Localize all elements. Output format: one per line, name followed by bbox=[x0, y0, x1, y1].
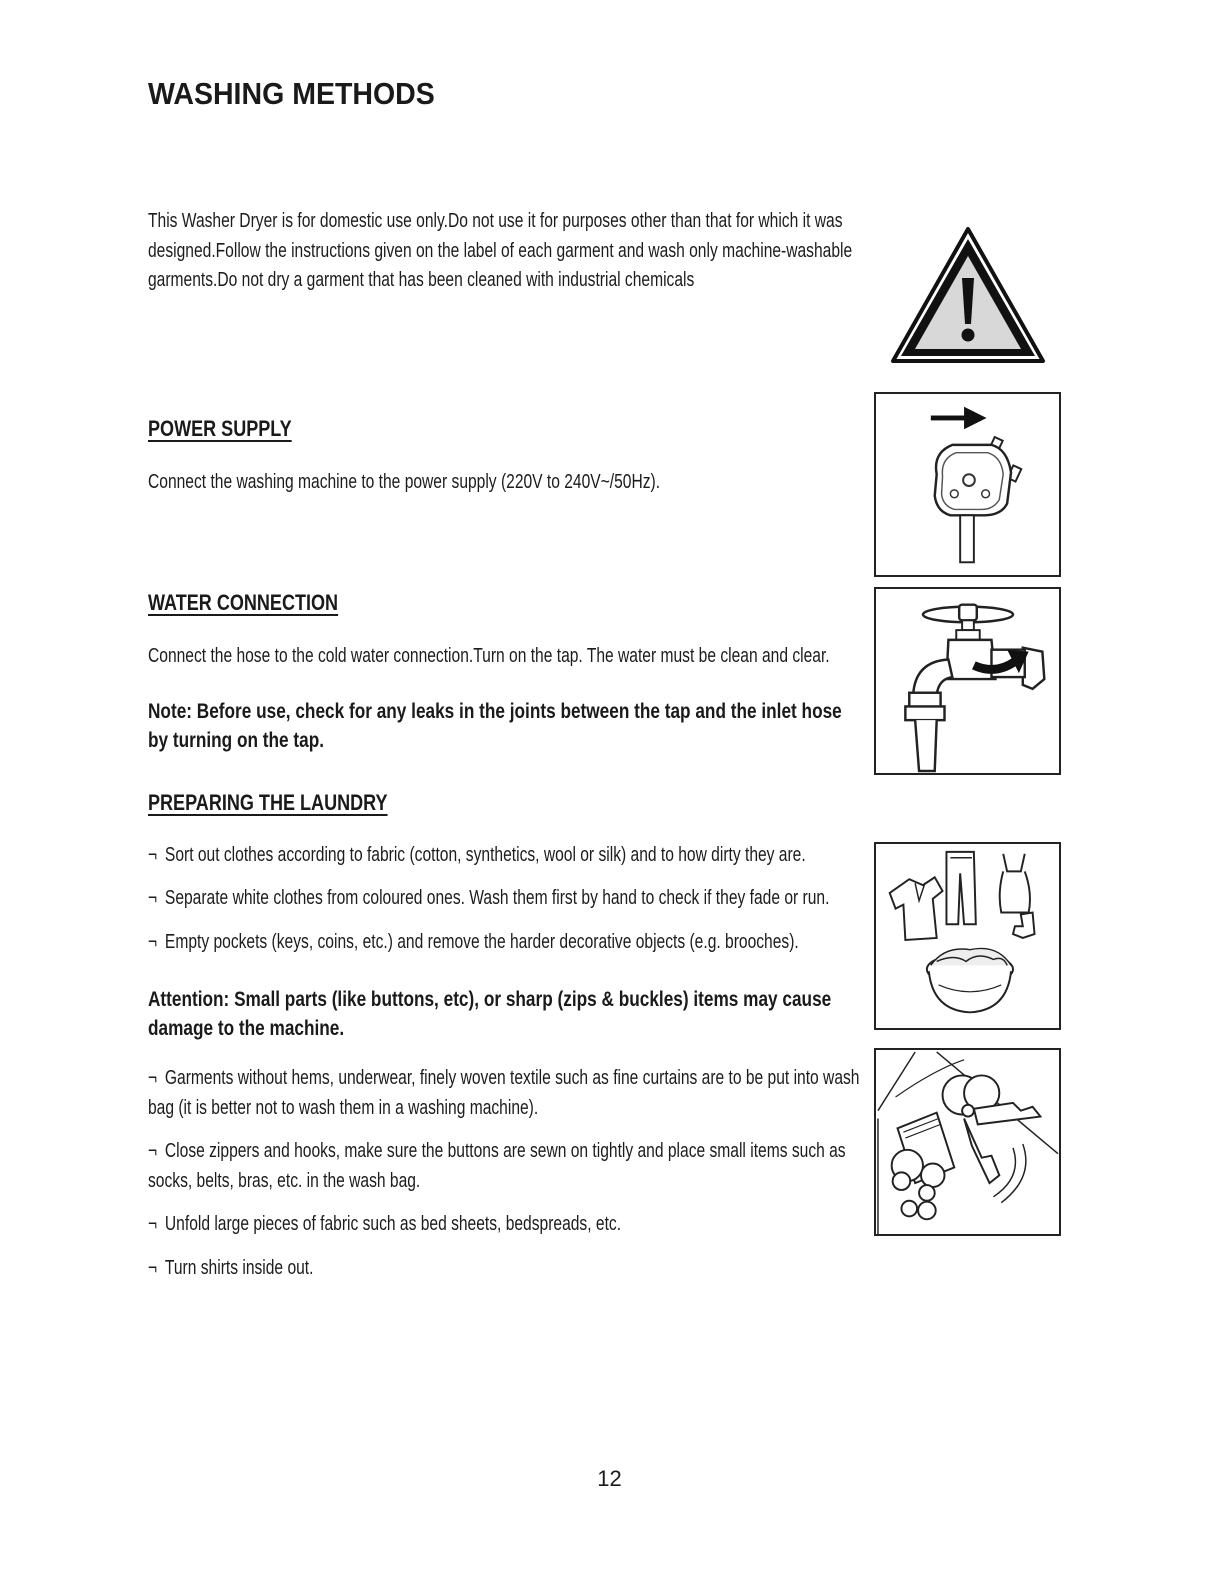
attention-note bbox=[148, 985, 831, 1043]
bullet-text: Separate white clothes from coloured ones. Wash them first by hand to check if they fade or run. bbox=[164, 887, 830, 909]
laundry-bullet bbox=[148, 884, 829, 914]
water-connection-text: Connect the hose to the cold water connection.Turn on the tap. The water must be clean and clear. bbox=[148, 645, 830, 667]
bullet-text: socks, belts, bras, etc. in the wash bag. bbox=[148, 1169, 421, 1192]
laundry-bullet bbox=[148, 841, 806, 871]
laundry-bullet bbox=[148, 1210, 621, 1240]
laundry-basket-icon bbox=[876, 844, 1059, 1028]
water-tap-icon bbox=[876, 589, 1059, 773]
pocket-items-icon bbox=[876, 1050, 1059, 1234]
laundry-bullet bbox=[148, 928, 799, 958]
bullet-text: Sort out clothes according to fabric (cotton, synthetics, wool or silk) and to how dirty they are. bbox=[164, 844, 806, 866]
bullet-symbol: ¬ bbox=[148, 1140, 158, 1162]
bullet-text: Garments without hems, underwear, finely woven textile such as fine curtains are to be put into wash bbox=[164, 1067, 860, 1089]
water-connection-heading: WATER CONNECTION bbox=[148, 590, 339, 615]
intro-line: designed.Follow the instructions given on the label of each garment and wash only machine-washable bbox=[148, 239, 853, 262]
bullet-text: Close zippers and hooks, make sure the buttons are sewn on tightly and place small items such as bbox=[164, 1140, 846, 1162]
warning-triangle-icon bbox=[890, 226, 1046, 365]
laundry-bullet bbox=[148, 1137, 846, 1196]
laundry-bullet bbox=[148, 1064, 859, 1123]
water-note bbox=[148, 697, 842, 755]
laundry-image bbox=[874, 842, 1061, 1030]
tap-image bbox=[874, 587, 1061, 775]
intro-paragraph bbox=[148, 207, 852, 296]
page-number: 12 bbox=[597, 1466, 622, 1491]
attention-line: Attention: Small parts (like buttons, etc), or sharp (zips & buckles) items may cause bbox=[148, 988, 832, 1011]
intro-line: This Washer Dryer is for domestic use only.Do not use it for purposes other than that for which it was bbox=[148, 210, 843, 232]
bullet-symbol: ¬ bbox=[148, 1067, 158, 1089]
laundry-bullet bbox=[148, 1254, 313, 1284]
power-supply-text: Connect the washing machine to the power supply (220V to 240V~/50Hz). bbox=[148, 471, 661, 493]
water-note-line: Note: Before use, check for any leaks in the joints between the tap and the inlet hose bbox=[148, 700, 842, 723]
page-title: WASHING METHODS bbox=[148, 76, 435, 111]
intro-line: garments.Do not dry a garment that has been cleaned with industrial chemicals bbox=[148, 269, 695, 291]
bullet-text: Turn shirts inside out. bbox=[164, 1257, 314, 1279]
pockets-image bbox=[874, 1048, 1061, 1236]
bullet-text: bag (it is better not to wash them in a washing machine). bbox=[148, 1096, 539, 1119]
bullet-symbol: ¬ bbox=[148, 1213, 158, 1235]
plug-icon bbox=[876, 394, 1059, 575]
water-note-line: by turning on the tap. bbox=[148, 729, 325, 752]
power-supply-heading: POWER SUPPLY bbox=[148, 416, 292, 441]
preparing-laundry-heading: PREPARING THE LAUNDRY bbox=[148, 790, 388, 815]
bullet-symbol: ¬ bbox=[148, 1257, 158, 1279]
bullet-text: Unfold large pieces of fabric such as bed sheets, bedspreads, etc. bbox=[164, 1213, 622, 1235]
bullet-symbol: ¬ bbox=[148, 931, 158, 953]
plug-image bbox=[874, 392, 1061, 577]
bullet-text: Empty pockets (keys, coins, etc.) and remove the harder decorative objects (e.g. brooches). bbox=[164, 931, 799, 953]
bullet-symbol: ¬ bbox=[148, 844, 158, 866]
bullet-symbol: ¬ bbox=[148, 887, 158, 909]
attention-line: damage to the machine. bbox=[148, 1017, 345, 1040]
